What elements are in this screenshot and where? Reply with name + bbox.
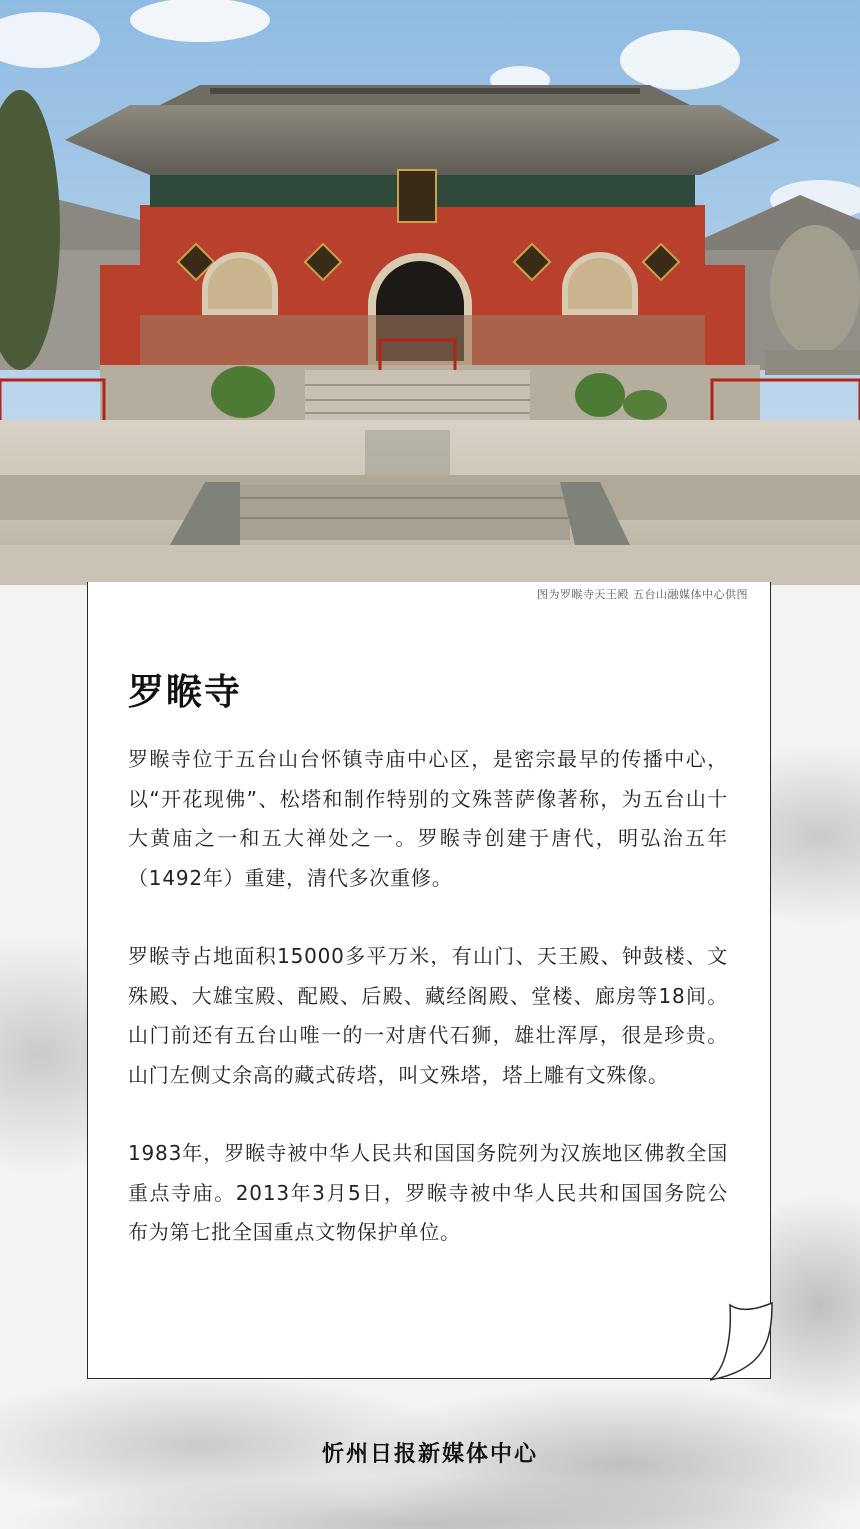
- article-body: [128, 740, 728, 1292]
- publisher-footer: 忻州日报新媒体中心: [321, 1442, 538, 1467]
- article-paragraph: 罗睺寺位于五台山台怀镇寺庙中心区，是密宗最早的传播中心，以“开花现佛”、松塔和制作特别的文殊菩萨像著称，为五台山十大黄庙之一和五大禅处之一。罗睺寺创建于唐代，明弘治五年（1492年）重建，清代多次重修。: [128, 747, 728, 890]
- temple-photo: [0, 0, 860, 585]
- article-paragraph: 罗睺寺占地面积15000多平万米，有山门、天王殿、钟鼓楼、文殊殿、大雄宝殿、配殿、后殿、藏经阁殿、堂楼、廊房等18间。山门前还有五台山唯一的一对唐代石狮，雄壮浑厚，很是珍贵。山门左侧丈余高的藏式砖塔，叫文殊塔，塔上雕有文殊像。: [128, 944, 728, 1087]
- photo-caption: 图为罗睺寺天王殿 五台山融媒体中心供图: [537, 588, 748, 601]
- article-title: 罗睺寺: [128, 672, 243, 713]
- article-paragraph: 1983年，罗睺寺被中华人民共和国国务院列为汉族地区佛教全国重点寺庙。2013年3月5日，罗睺寺被中华人民共和国国务院公布为第七批全国重点文物保护单位。: [128, 1141, 728, 1244]
- article-card: [87, 582, 771, 1379]
- page-curl-decoration: [710, 1300, 776, 1384]
- temple-illustration: [0, 0, 860, 585]
